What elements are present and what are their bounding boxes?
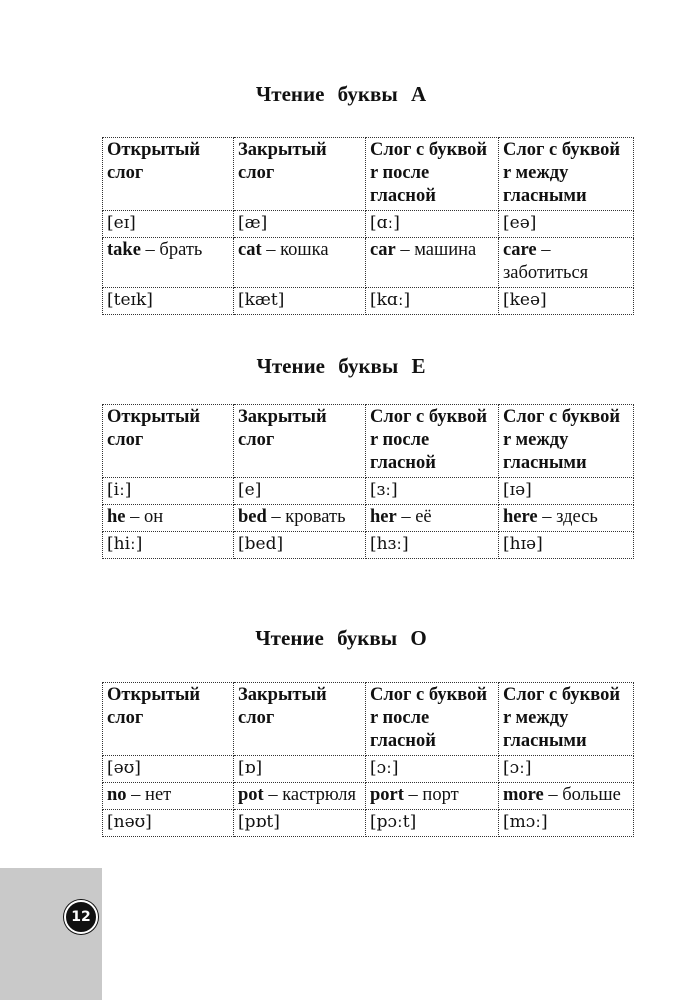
header-row [103, 405, 634, 478]
header-r-between-vowels: Слог с буквой r между гласными [499, 138, 634, 211]
sound-cell: [ɒ] [234, 756, 366, 783]
transcription-cell: [pɒt] [234, 810, 366, 837]
example-cell [499, 783, 634, 810]
example-word: car [370, 240, 396, 260]
example-row [103, 783, 634, 810]
reading-table-e [102, 404, 634, 559]
transcription-cell: [hɪə] [499, 532, 634, 559]
transcription-cell: [kæt] [234, 288, 366, 315]
example-cell [234, 783, 366, 810]
example-translation: – нет [126, 785, 172, 805]
transcription-cell: [teɪk] [103, 288, 234, 315]
example-word: he [107, 507, 126, 527]
example-cell [499, 238, 634, 288]
example-word: here [503, 507, 538, 527]
header-closed-syllable: Закрытый слог [234, 405, 366, 478]
example-cell [366, 505, 499, 532]
reading-table-a [102, 137, 634, 315]
example-translation: – машина [395, 240, 477, 260]
header-open-syllable: Открытый слог [103, 683, 234, 756]
example-word: pot [238, 785, 264, 805]
transcription-cell: [pɔːt] [366, 810, 499, 837]
page-number-badge: 12 [64, 900, 98, 934]
transcription-cell: [hiː] [103, 532, 234, 559]
example-translation: – брать [140, 240, 203, 260]
example-cell [234, 505, 366, 532]
reading-table-o [102, 682, 634, 837]
sound-cell: [ɜː] [366, 478, 499, 505]
sound-cell: [ɔː] [366, 756, 499, 783]
example-row [103, 238, 634, 288]
example-word: port [370, 785, 404, 805]
sound-cell: [ɪə] [499, 478, 634, 505]
section-title-o: Чтение буквы О [255, 626, 427, 650]
sound-cell: [iː] [103, 478, 234, 505]
example-cell [366, 238, 499, 288]
example-word: more [503, 785, 544, 805]
transcription-cell: [bed] [234, 532, 366, 559]
sound-cell: [e] [234, 478, 366, 505]
example-translation: – заботиться [503, 240, 589, 283]
example-cell [366, 783, 499, 810]
example-translation: – порт [403, 785, 459, 805]
example-word: no [107, 785, 127, 805]
example-translation: – больше [543, 785, 621, 805]
transcription-cell: [mɔː] [499, 810, 634, 837]
footer-gray-block [0, 868, 102, 1000]
transcription-cell: [keə] [499, 288, 634, 315]
sound-row [103, 478, 634, 505]
section-title-e: Чтение буквы Е [256, 354, 426, 378]
example-row [103, 505, 634, 532]
example-cell [103, 238, 234, 288]
sound-cell: [ɔː] [499, 756, 634, 783]
header-r-between-vowels: Слог с буквой r между гласными [499, 405, 634, 478]
example-cell [103, 783, 234, 810]
example-word: bed [238, 507, 267, 527]
example-word: care [503, 240, 537, 260]
header-open-syllable: Открытый слог [103, 138, 234, 211]
transcription-row [103, 810, 634, 837]
header-row [103, 138, 634, 211]
header-open-syllable: Открытый слог [103, 405, 234, 478]
sound-cell: [eə] [499, 211, 634, 238]
example-translation: – кастрюля [263, 785, 356, 805]
header-closed-syllable: Закрытый слог [234, 683, 366, 756]
header-r-after-vowel: Слог с буквой r после гласной [366, 138, 499, 211]
example-translation: – здесь [537, 507, 598, 527]
example-cell [234, 238, 366, 288]
example-translation: – он [125, 507, 164, 527]
header-closed-syllable: Закрытый слог [234, 138, 366, 211]
header-r-between-vowels: Слог с буквой r между гласными [499, 683, 634, 756]
example-word: her [370, 507, 397, 527]
transcription-cell: [nəʊ] [103, 810, 234, 837]
transcription-row [103, 288, 634, 315]
sound-row [103, 756, 634, 783]
sound-cell: [æ] [234, 211, 366, 238]
example-translation: – кошка [261, 240, 329, 260]
transcription-cell: [hɜː] [366, 532, 499, 559]
header-row [103, 683, 634, 756]
example-cell [499, 505, 634, 532]
sound-cell: [əʊ] [103, 756, 234, 783]
transcription-cell: [kɑː] [366, 288, 499, 315]
header-r-after-vowel: Слог с буквой r после гласной [366, 683, 499, 756]
example-word: take [107, 240, 141, 260]
sound-row [103, 211, 634, 238]
example-translation: – её [396, 507, 432, 527]
example-word: cat [238, 240, 262, 260]
header-r-after-vowel: Слог с буквой r после гласной [366, 405, 499, 478]
section-title-a: Чтение буквы А [255, 82, 427, 106]
sound-cell: [eɪ] [103, 211, 234, 238]
example-translation: – кровать [266, 507, 346, 527]
transcription-row [103, 532, 634, 559]
sound-cell: [ɑː] [366, 211, 499, 238]
example-cell [103, 505, 234, 532]
